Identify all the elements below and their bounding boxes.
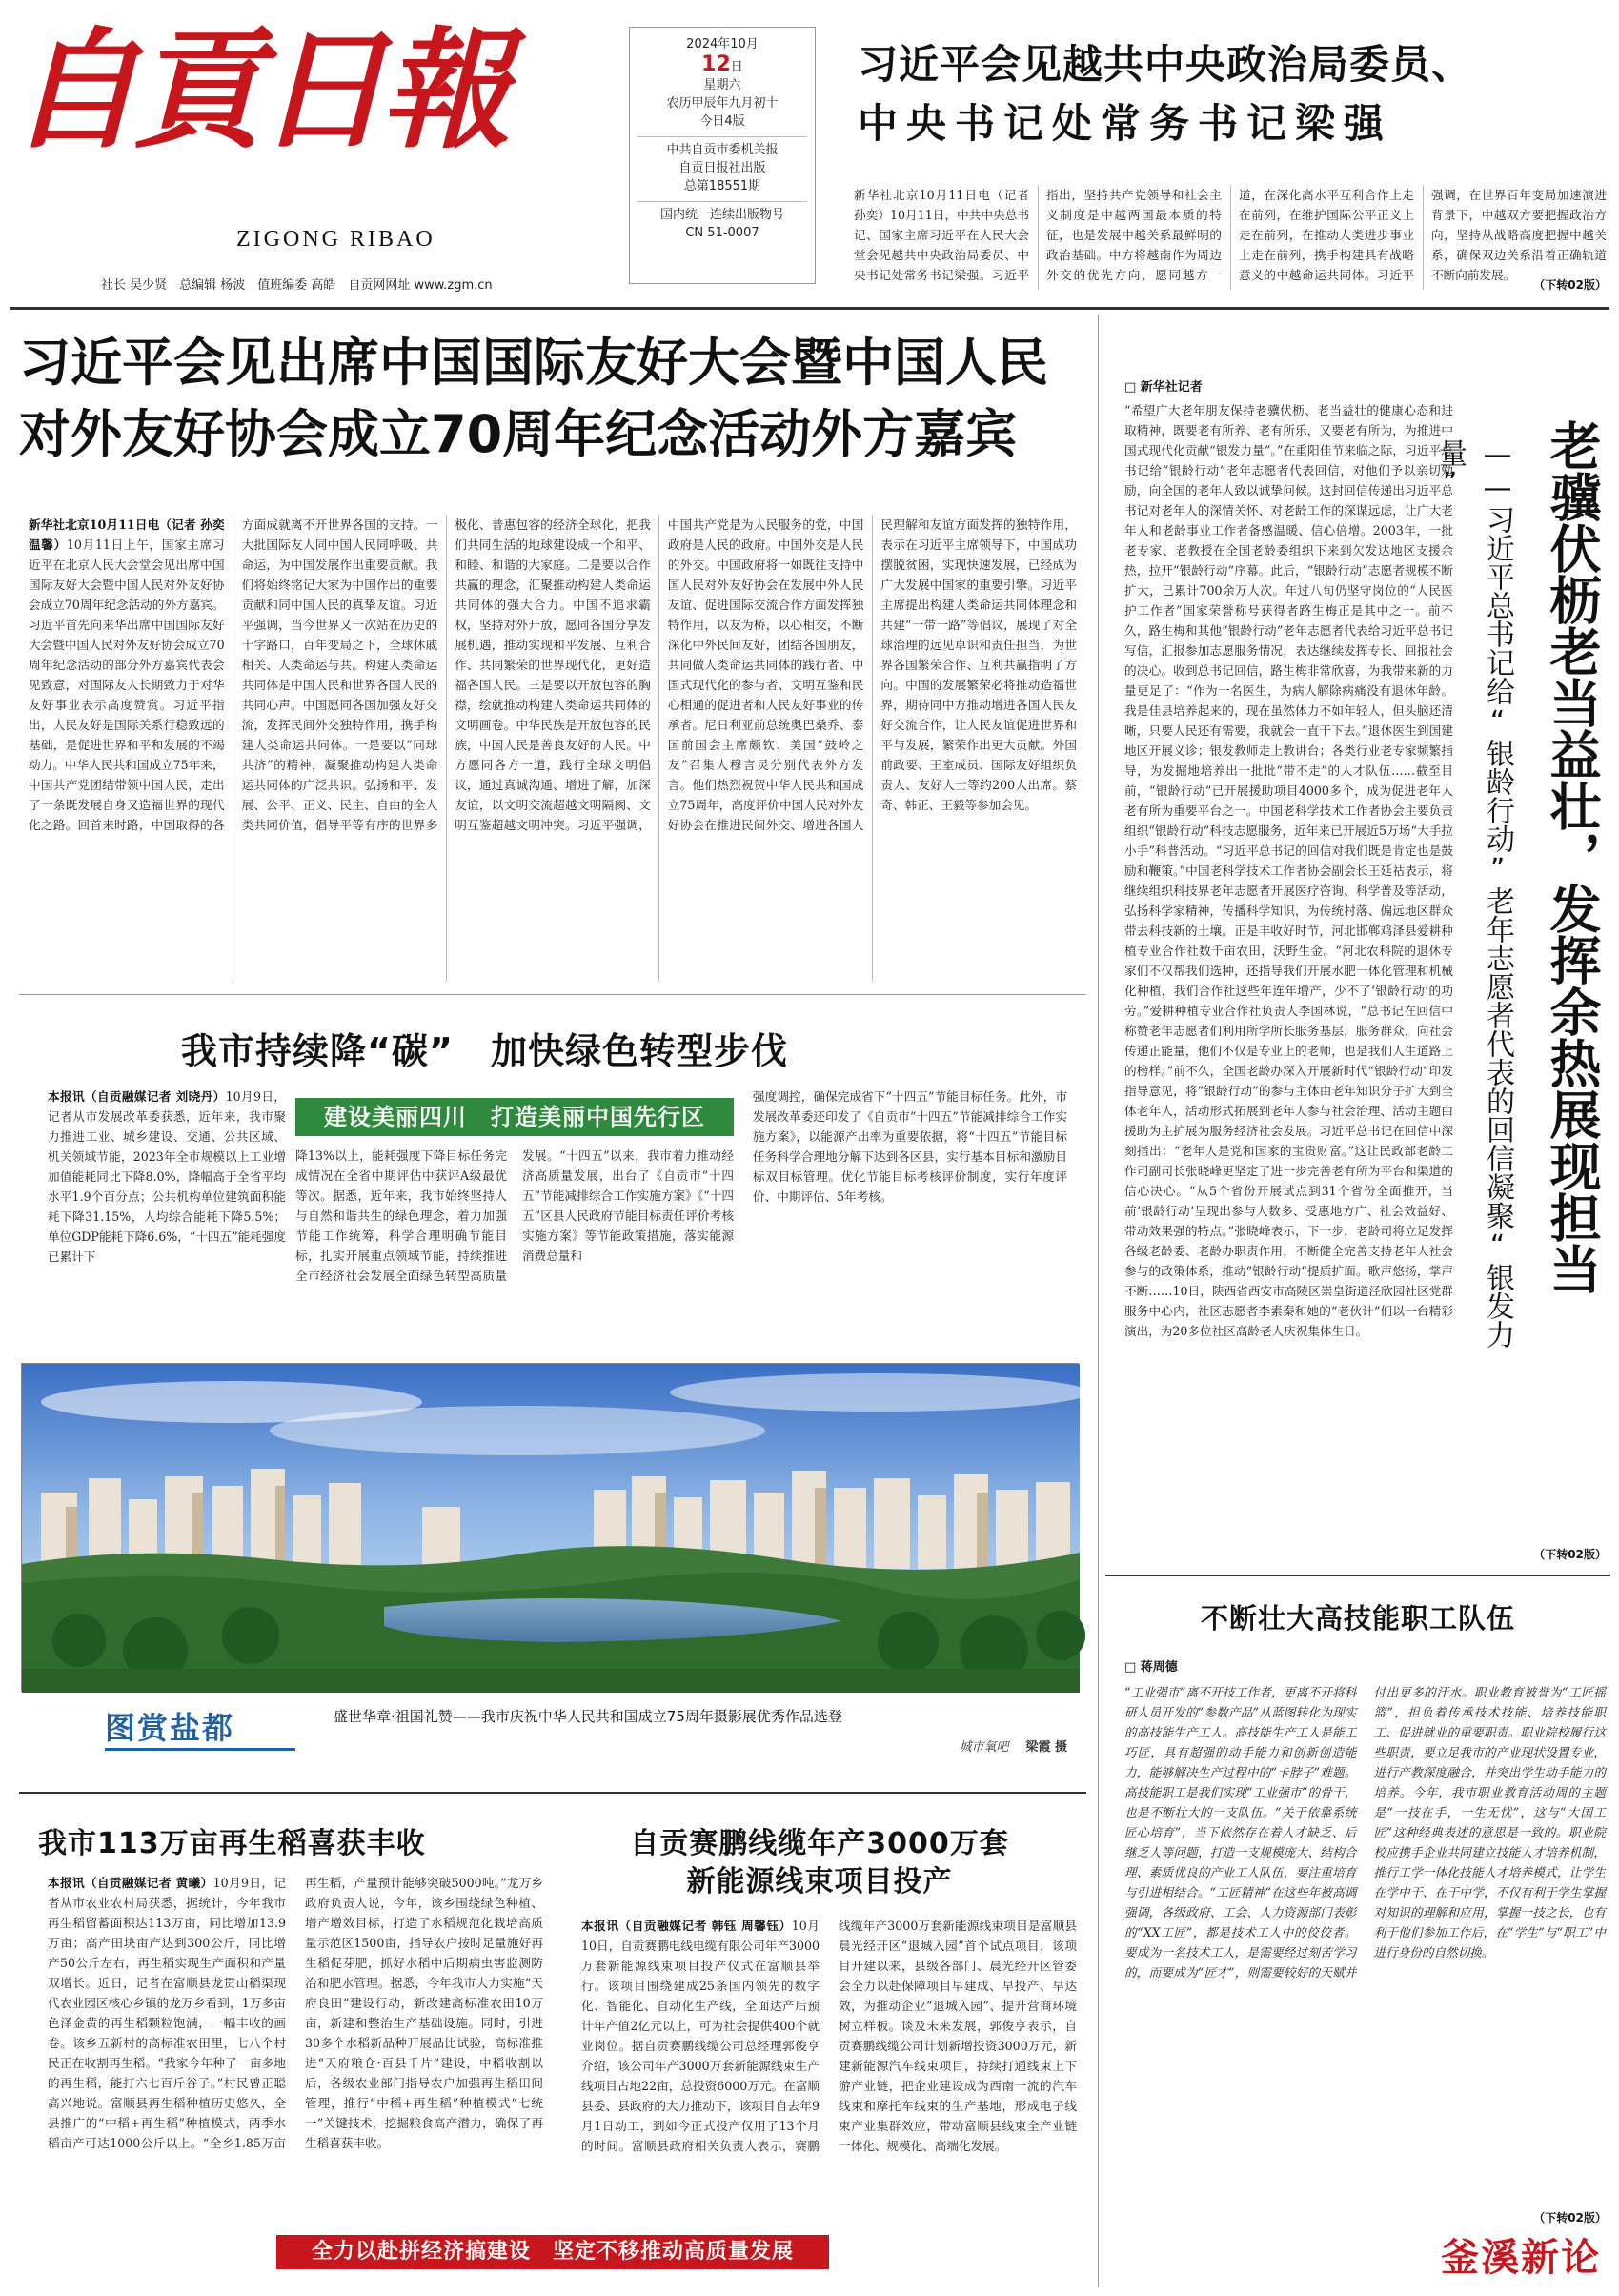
lead-headline-2: 对外友好协会成立70周年纪念活动外方嘉宾	[19, 404, 1018, 464]
date-day: 12	[701, 52, 731, 76]
date-year-month: 2024年10月	[686, 37, 759, 51]
skills-byline: □ 蒋周德	[1124, 1660, 1178, 1675]
column-logo: 釜溪新论	[1441, 2236, 1601, 2280]
publisher-line-1: 中共自贡市委机关报	[666, 143, 779, 157]
cable-body-text: 10月10日，自贡赛鹏电线电缆有限公司年产3000万套新能源线束项目投产仪式在富顺县举行。该项目围绕建成25条国内领先的数字化、智能化、自动化生产线，全面达产后预计年产值2亿元以上，可为社会提供400个就业岗位。据自贡赛鹏线缆公司总经理郭俊亨介绍，该公司年产3000万套新能源线束生产线项目占地22亩，总投资6000万元。在富顺县委、县政府的大力推动下，该项目自去年9月1日动工，到如今正式投产仅用了13个月的时间。富顺县政府相关负责人表示，赛鹏线缆年产3000万套新能源线束项目是富顺县晨光经开区“退城入园”首个试点项目，该项目开建以来，县级各部门、晨光经开区管委会全力以赴保障项目早建成、早投产、早达效，为推动企业“退城入园”、提升营商环境树立样板。谈及未来发展，郭俊亨表示，自贡赛鹏线缆公司计划新增投资3000万元，新建新能源汽车线束项目，持续打通线束上下游产业链，把企业建设成为西南一流的汽车线束和摩托车线束的生产基地，形成电子线束产业集群效应，带动富顺县线束全产业链一体化、规模化、高端化发展。	[581, 1919, 1077, 2153]
cityscape-image	[22, 1364, 1080, 1693]
silver-body: “希望广大老年朋友保持老骥伏枥、老当益壮的健康心态和进取精神，既要老有所养、老有所乐，又要老有所为，为推进中国式现代化贡献“银发力量”。”在重阳佳节来临之际，习近平总书记给“银龄行动”老年志愿者代表回信，对他们予以亲切勉励，向全国的老年人致以诚挚问候。这封回信传递出习近平总书记对老年人的深情关怀、对老龄工作的深谋远虑，让广大老年人和老龄事业工作者备感温暖、信心倍增。2003年，一批老专家、老教授在全国老龄委组织下来到欠发达地区支援余热，拉开“银龄行动”序幕。此后，“银龄行动”志愿者规模不断扩大，已累计700余万人次。年过八旬仍坚守岗位的“人民医护工作者”国家荣誉称号获得者路生梅正是其中之一。前不久，路生梅和其他“银龄行动”老年志愿者代表给习近平总书记写信，汇报参加志愿服务情况，表达继续发挥专长、回报社会的决心。收到总书记回信，路生梅非常欣喜，为我带来新的力量更足了：“作为一名医生，为病人解除病痛没有退休年龄。我是佳县培养起来的，现在虽然体力不如年轻人，但头脑还清晰，只要人民还有需要，我就会一直干下去。”退休医生到国建地区开展义诊；银发教师走上教讲台；各类行业老专家频繁指导，为发掘地培养出一批批“带不走”的人才队伍……截至目前，“银龄行动”已开展援助项目4000多个，成为促进老年人老有所为重要平台之一。中国老科学技术工作者协会主要负责组织“银龄行动”科技志愿服务，近年来已开展近5万场“大手拉小手”科普活动。“习近平总书记的回信对我们既是肯定也是鼓励和鞭策。”中国老科学技术工作者协会副会长王延祜表示，将继续组织科技界老年志愿者开展医疗咨询、科学普及等活动，弘扬科学家精神，传播科学知识，为传统村落、偏远地区群众带去科技新的土壤。正是丰收好时节，河北邯郸鸡泽县爱耕种植专业合作社数千亩农田，沃野生金。“河北农科院的退休专家们不仅帮我们选种，还指导我们开展水肥一体化管理和机械化种植，我们合作社这些年连年增产，少不了‘银龄行动’的功劳。”爱耕种植专业合作社负责人李国林说，“总书记在回信中称赞老年志愿者们利用所学所长服务基层，服务群众，向社会传递正能量，他们不仅是专业上的老师，也是我们人生道路上的榜样。”前不久，全国老龄办深入开展新时代“银龄行动”印发指导意见，将“银龄行动”的参与主体由老年知识分子扩大到全体老年人，活动形式拓展到老年人参与社会治理、活动主题由援助为主扩展为服务经济社会发展。习近平总书记在回信中深刻指出：“老年人是党和国家的宝贵财富。”这让民政部老龄工作司副司长张晓峰更坚定了进一步完善老有所为平台和渠道的信心决心。“从5个省份开展试点到31个省份全面推开，当前‘银龄行动’呈现出参与人数多、受惠地方广、社会效益好、带动效果强的特点。”张晓峰表示，下一步，老龄司将立足发挥各级老龄委、老龄办职责作用，不断健全完善支持老年人社会参与的政策体系，推动“银龄行动”提质扩面。歌声悠扬，掌声不断……10日，陕西省西安市高陵区崇皇街道泾欣园社区党群服务中心内，社区志愿者李素秦和她的“老伙计”们以一台精彩演出，为20多位社区高龄老人庆祝集体生日。	[1124, 403, 1453, 1338]
masthead-staff: 社长 吴少贤 总编辑 杨波 值班编委 高皓 自贡网网址 www.zgm.cn	[101, 278, 493, 293]
silver-continued: （下转02版）	[1533, 1548, 1607, 1561]
bottom-banner: 全力以赴拼经济搞建设 坚定不移推动高质量发展	[276, 2235, 829, 2269]
masthead-pinyin: ZIGONG RIBAO	[236, 227, 435, 252]
skills-body: “工业强市”离不开技工作者，更离不开将科研人员开发的“参数产品”从蓝图转化为现实的高技能生产工人。高技能生产工人是能工巧匠，具有超强的动手能力和创新创造能力，能够解决生产过程中的“卡脖子”难题。高技能职工是我们实现“工业强市”的骨干，也是不断壮大的一支队伍。“关于依靠系统匠心培育”，当下依然存在着人才缺乏、后继乏人等问题，打造一支规模庞大、结构合理、素质优良的产业工人队伍，要注重培育与引进相结合。“工匠精神”在这些年被高调强调，各级政府、工会、人力资源部门表彰的“XX工匠”，都是技术工人中的佼佼者。要成为一名技术工人，是需要经过刻苦学习的，而要成为“匠才”，则需要较好的天赋并付出更多的汗水。职业教育被誉为“工匠摇篮”，担负着传承技术技能、培养技能职工、促进就业的重要职责。职业院校履行这些职责，要立足我市的产业现状设置专业，进行产教深度融合，并突出学生动手能力的培养。今年，我市职业教育活动周的主题是“一技在手，一生无忧”，这与“大国工匠”这种经典表述的意思是一致的。职业院校应携手企业共同建立技能人才培养机制，推行工学一体化技能人才培养模式，让学生在学中干、在干中学，不仅有利于学生掌握对知识的理解和应用，掌握一技之长，也有利于他们参加工作后，在“学生”与“职工”中进行身份的自然切换。	[1124, 1685, 1606, 1980]
date-box	[629, 27, 816, 284]
cable-story-headline-1: 自贡赛鹏线缆年产3000万套	[630, 1827, 1009, 1860]
lead-body-text: 10月11日上午，国家主席习近平在北京人民大会堂会见出席中国国际友好大会暨中国人民对外友好协会成立70周年纪念活动的外方嘉宾。习近平首先向来华出席中国国际友好大会暨中国人民对外友好协会成立70周年纪念活动的部分外方嘉宾代表会见致意，对国际友人长期致力于对华友好事业表示高度赞赏。习近平指出，人民友好是国际关系行稳致远的基础，是促进世界和平和发展的不竭动力。中华人民共和国成立75年来，中国共产党团结带领中国人民，走出了一条既发展自身又造福世界的现代化之路。回首来时路，中国取得的各方面成就离不开世界各国的支持。一大批国际友人同中国人民同呼吸、共命运，为中国发展作出重要贡献。我们将始终铭记大家为中国作出的重要贡献和同中国人民的真挚友谊。习近平强调，当今世界又一次站在历史的十字路口，百年变局之下，全球休戚相关、人类命运与共。构建人类命运共同体是中国人民和世界各国人民的共同心声。中国愿同各国加强友好交流，发挥民间外交独特作用，携手构建人类命运共同体。一是要以“同球共济”的精神，凝聚推动构建人类命运共同体的广泛共识。弘扬和平、发展、公平、正义、民主、自由的全人类共同价值，倡导平等有序的世界多极化、普惠包容的经济全球化，把我们共同生活的地球建设成一个和平、和睦、和谐的大家庭。二是要以合作共赢的理念，汇聚推动构建人类命运共同体的强大合力。中国不追求霸权，坚持对外开放，愿同各国分享发展机遇，推动实现和平发展、互利合作、共同繁荣的世界现代化，更好造福各国人民。三是要以开放包容的胸襟，绘就推动构建人类命运共同体的文明画卷。中华民族是开放包容的民族，中国人民是善良友好的人民。中方愿同各方一道，践行全球文明倡议，通过真诚沟通、增进了解，加深友谊，以文明交流超越文明隔阂、文明互鉴超越文明冲突。习近平强调，中国共产党是为人民服务的党，中国政府是人民的政府。中国外交是人民的外交。中国政府将一如既往支持中国人民对外友好协会在发展中外人民友谊、促进国际交流合作方面发挥独特作用，以友为桥，以心相交，不断深化中外民间友好，团结各国朋友，共同做人类命运共同体的践行者、中国式现代化的参与者、文明互鉴和民心相通的促进者和人民友好事业的传承者。尼日利亚前总统奥巴桑乔、泰国前国会主席颇钦、美国“鼓岭之友”召集人穆言灵分别代表外方发言。他们热烈祝贺中华人民共和国成立75周年，高度评价中国人民对外友好协会在推进民间外交、增进各国人民理解和友谊方面发挥的独特作用，表示在习近平主席领导下，中国成功摆脱贫困，实现快速发展，已经成为广大发展中国家的重要引擎。习近平主席提出构建人类命运共同体理念和共建“一带一路”等倡议，展现了对全球治理的远见卓识和责任担当，为世界各国繁荣合作、互利共赢指明了方向。中国的发展繁荣必将推动造福世界，期待同中方推动增进各国人民友好交流合作，让人民友谊促进世界和平与发展，繁荣作出更大贡献。外国前政要、王室成员、国际友好组织负责人、友好人士等约200人出席。蔡奇、韩正、王毅等参加会见。	[29, 518, 1077, 832]
cable-story-headline-2: 新能源线束项目投产	[686, 1865, 953, 1899]
green-banner: 建设美丽四川 打造美丽中国先行区	[295, 1098, 734, 1136]
lead-byline: 新华社北京10月11日电（记者 孙奕 温馨）	[29, 518, 225, 552]
green-byline: 本报讯（自贡融媒记者 刘晓丹）	[48, 1089, 226, 1104]
green-story-col-1	[48, 1087, 286, 1372]
photo-credit-name: 梁霞 摄	[1025, 1740, 1067, 1755]
date-day-suffix: 日	[730, 60, 743, 74]
publisher-line-2: 自贡日报社出版	[678, 161, 766, 175]
cn-number: CN 51-0007	[685, 226, 759, 240]
skills-continued: （下转02版）	[1533, 2211, 1607, 2225]
page-count: 今日4版	[699, 114, 745, 129]
photo-caption: 盛世华章·祖国礼赞——我市庆祝中华人民共和国成立75周年摄影展优秀作品选登	[334, 1708, 842, 1725]
rice-story-headline: 我市113万亩再生稻喜获丰收	[38, 1827, 426, 1860]
green-story-col-3: 强度调控，确保完成省下“十四五”节能目标任务。此外，市发展改革委还印发了《自贡市“十四五”节能减排综合工作实施方案》，以能源产出率为重要依据，将“十四五”节能目标任务科学合理地分解下达到各区县，实行基本目标和激励目标双目标管理。优化节能目标考核评价制度，实行年度评价、中期评估、5年考核。	[753, 1089, 1067, 1204]
masthead-logo	[10, 8, 600, 227]
skills-headline: 不断壮大高技能职工队伍	[1200, 1602, 1515, 1635]
green-story-col-2: 降13%以上，能耗强度下降目标任务完成情况在全省中期评估中获评A级最优等次。据悉，近年来，我市始终坚持人与自然和谐共生的绿色理念，着力加强节能工作统筹，科学合理明确节能目标，扎实开展重点领域节能，持续推进全市经济社会发展全面绿色转型高质量发展。“十四五”以来，我市着力推动经济高质量发展，出台了《自贡市“十四五”节能减排综合工作实施方案》《“十四五”区县人民政府节能目标责任评价考核实施方案》等节能政策措施，落实能源消费总量和	[295, 1148, 734, 1283]
silver-subhead: ——习近平总书记给“银龄行动”老年志愿者代表的回信凝聚“银发力量”	[1433, 438, 1514, 1349]
silver-headline: 老骥伏枥老当益壮，发挥余热展现担当	[1542, 419, 1602, 1294]
rice-body-text: 10月9日，记者从市农业农村局获悉，据统计，今年我市再生稻留蓄面积达113万亩，同比增加13.9万亩；高产田块亩产达到300公斤，同比增产50公斤左右，再生稻实现生产面积和产量双增长。近日，记者在富顺县龙贯山稻渠现代农业园区核心乡镇的龙万乡看到，1万多亩色泽金黄的再生稻颗粒饱满，一幅丰收的画卷。该乡五新村的高标准农田里，七八个村民正在收割再生稻。“我家今年种了一亩多地的再生稻，能打六七百斤谷子。”村民曾正聪高兴地说。富顺县再生稻种植历史悠久，全县推广的“中稻+再生稻”种植模式，两季水稻亩产可达1000公斤以上。“全乡1.85万亩再生稻，产量预计能够突破5000吨。”龙万乡政府负责人说，今年，该乡围绕绿色种植、增产增效目标，打造了水稻规范化栽培高质量示范区1500亩，指导农户按时足量施好再生稻促芽肥，抓好水稻中后期病虫害监测防治和肥水管理。据悉，今年我市大力实施“天府良田”建设行动，新改建高标准农田10万亩，新建和整治生产基础设施。同时，引进30多个水稻新品种开展品比试验，高标准推进“天府粮仓·百县千片”建设，中稻收割以后，各级农业部门指导农户加强再生稻田间管理，推行“中稻+再生稻”种植模式“七统一”关键技术，挖掘粮食高产潜力，确保了再生稻喜获丰收。	[48, 1876, 543, 2150]
masthead-title: 自貢日報	[10, 14, 505, 167]
cable-byline: 本报讯（自贡融媒记者 韩钰 周馨钰）	[581, 1919, 792, 1933]
photo-credit	[781, 1737, 1067, 1755]
photo-section-title: 图赏盐都	[105, 1704, 295, 1751]
issue-number: 总第18551期	[683, 179, 761, 193]
cn-label: 国内统一连续出版物号	[659, 208, 784, 222]
top-story-headline-2: 中央书记处常务书记梁强	[858, 100, 1393, 147]
top-story-continued: （下转02版）	[1533, 278, 1607, 292]
silver-byline: □ 新华社记者	[1124, 380, 1203, 395]
green-story-headline: 我市持续降“碳” 加快绿色转型步伐	[181, 1030, 788, 1072]
top-story-headline-1: 习近平会见越共中央政治局委员、	[858, 41, 1473, 88]
photo-cityscape	[21, 1363, 1079, 1692]
rice-story-body	[48, 1873, 543, 2225]
top-story-body: 新华社北京10月11日电（记者 孙奕）10月11日，中共中央总书记、国家主席习近平在人民大会堂会见越共中央政治局委员、中央书记处常务书记梁强。习近平指出，坚持共产党领导和社会主义制度是中越两国最本质的特征，也是发展中越关系最鲜明的政治基础。中方将越南作为周边外交的优先方向，愿同越方一道，在深化高水平互利合作上走在前列，在维护国际公平正义上走在前列，在推动人类进步事业上走在前列，携手构建具有战略意义的中越命运共同体。习近平强调，在世界百年变局加速演进背景下，中越双方要把握政治方向，坚持从战略高度把握中越关系，确保双边关系沿着正确轨道不断向前发展。	[854, 188, 1607, 282]
green-body-a: 10月9日，记者从市发展改革委获悉，近年来，我市聚力推进工业、城乡建设、交通、公共区域、机关领域节能，2023年全市规模以上工业增加值能耗同比下降8.0%，降幅高于全省平均水平1.9个百分点；公共机构单位建筑面积能耗下降31.15%，人均综合能耗下降5.5%；单位GDP能耗下降6.6%，“十四五”能耗强度已累计下	[48, 1089, 286, 1264]
rice-byline: 本报讯（自贡融媒记者 黄曦）	[48, 1876, 213, 1890]
lunar-date: 农历甲辰年九月初十	[666, 96, 779, 111]
lead-headline-1: 习近平会见出席中国国际友好大会暨中国人民	[19, 333, 1048, 393]
photo-credit-place: 城市氧吧	[959, 1740, 1009, 1755]
weekday: 星期六	[703, 78, 741, 92]
cable-story-body	[581, 1916, 1077, 2225]
lead-story-body	[29, 515, 1077, 982]
